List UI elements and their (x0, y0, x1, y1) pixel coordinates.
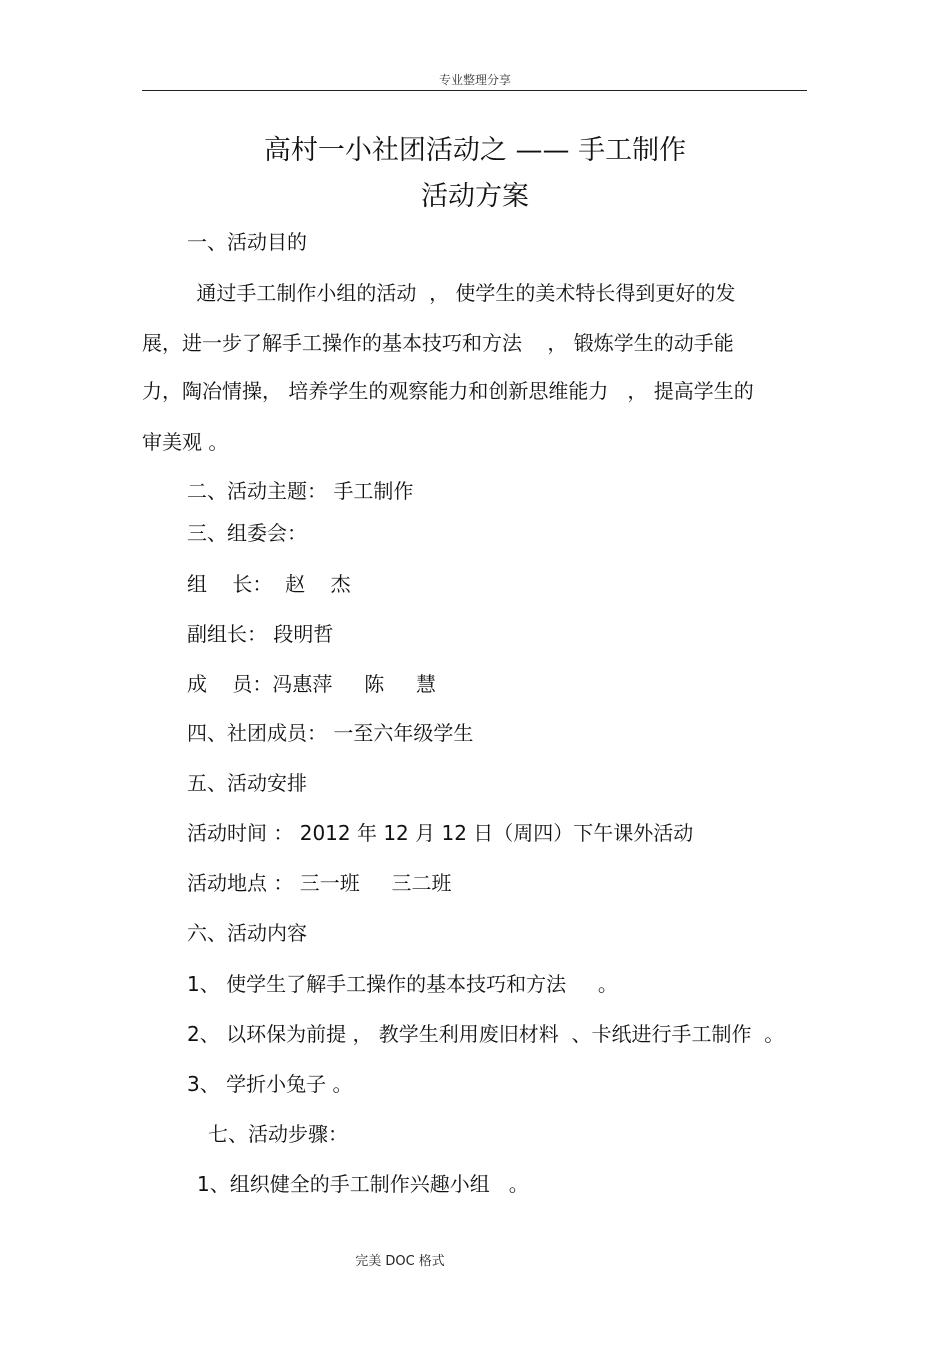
content-item: 1、 使学生了解手工操作的基本技巧和方法 。 (187, 972, 618, 996)
activity-time: 活动时间 ： 2012 年 12 月 12 日（周四）下午课外活动 (187, 821, 694, 845)
content-item: 2、 以环保为前提 ， 教学生利用废旧材料 、卡纸进行手工制作 。 (187, 1022, 785, 1046)
section-heading-committee: 三、组委会： (187, 521, 307, 545)
page-footer: 完美 DOC 格式 (355, 1254, 445, 1269)
section-heading-schedule: 五、活动安排 (187, 771, 307, 795)
section-heading-steps: 七、活动步骤： (208, 1122, 348, 1146)
section-heading-club-members: 四、社团成员： 一至六年级学生 (187, 721, 474, 745)
content-item: 3、 学折小兔子 。 (187, 1072, 353, 1096)
section-heading-theme: 二、活动主题： 手工制作 (187, 479, 414, 503)
paragraph-line: 审美观 。 (142, 430, 229, 454)
paragraph-line: 力，陶冶情操， 培养学生的观察能力和创新思维能力 ， 提高学生的 (142, 379, 754, 403)
paragraph-line: 展，进一步了解手工操作的基本技巧和方法 ， 锻炼学生的动手能 (142, 331, 734, 355)
page-header: 专业整理分享 (438, 73, 511, 87)
document-title: 高村一小社团活动之 —— 手工制作 (263, 135, 687, 166)
paragraph-line: 通过手工制作小组的活动 ， 使学生的美术特长得到更好的发 (190, 281, 736, 305)
document-subtitle: 活动方案 (421, 181, 529, 212)
section-heading-content: 六、活动内容 (187, 921, 307, 945)
step-item: 1、组织健全的手工制作兴趣小组 。 (197, 1172, 529, 1196)
activity-location: 活动地点 ： 三一班 三二班 (187, 871, 452, 895)
section-heading-purpose: 一、活动目的 (187, 230, 307, 254)
committee-vice-leader: 副组长： 段明哲 (187, 622, 334, 646)
committee-members: 成 员：冯惠萍 陈 慧 (187, 672, 437, 696)
committee-leader: 组 长： 赵 杰 (187, 572, 351, 596)
header-divider (142, 90, 807, 91)
